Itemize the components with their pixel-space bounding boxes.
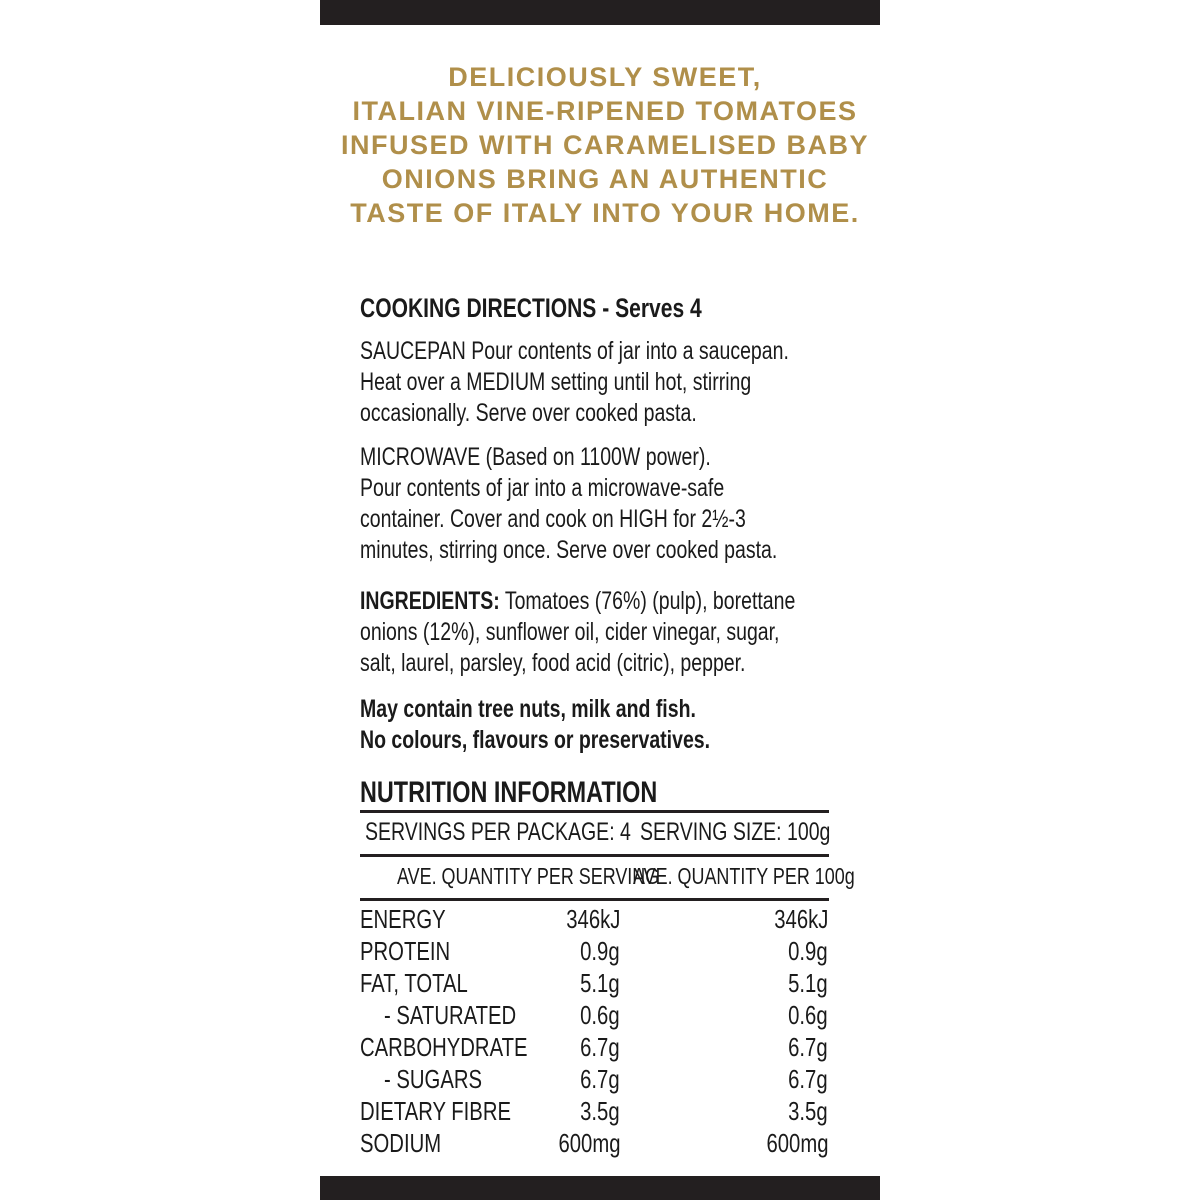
- ingredients-label: INGREDIENTS:: [360, 587, 500, 615]
- nutrient-label: - SUGARS: [384, 1064, 483, 1094]
- per-100g-value: 600mg: [765, 1128, 828, 1158]
- ingredients-text: Tomatoes (76%) (pulp), borettane: [499, 587, 796, 615]
- nutrient-label: SODIUM: [360, 1128, 442, 1158]
- per-serving-value: 0.6g: [580, 1000, 620, 1030]
- ingredients-first-line: [360, 586, 796, 617]
- nutrient-label: - SATURATED: [384, 1000, 517, 1030]
- column-header-per-100g-text: AVE. QUANTITY PER 100g: [633, 863, 855, 889]
- tagline-line: ONIONS BRING AN AUTHENTIC: [381, 164, 829, 194]
- nutrition-top-rule: [360, 810, 829, 813]
- ingredients-line: salt, laurel, parsley, food acid (citric), pepper.: [360, 649, 746, 677]
- column-header-per-100g: [633, 863, 917, 890]
- cooking-directions-heading: [360, 292, 840, 324]
- table-row: [360, 1128, 830, 1160]
- per-serving-value: 0.9g: [580, 936, 620, 966]
- microwave-line: container. Cover and cook on HIGH for 2½-3: [360, 505, 746, 533]
- saucepan-line: Heat over a MEDIUM setting until hot, stirring: [360, 368, 752, 396]
- top-dark-bar: [320, 0, 880, 25]
- servings-rule: [360, 854, 829, 857]
- table-row: [360, 936, 830, 968]
- allergen-line: No colours, flavours or preservatives.: [360, 726, 711, 754]
- tagline-line: DELICIOUSLY SWEET,: [448, 62, 762, 92]
- per-serving-value: 3.5g: [580, 1096, 620, 1126]
- column-header-rule: [360, 898, 829, 901]
- per-serving-value: 5.1g: [580, 968, 620, 998]
- per-serving-value: 346kJ: [565, 904, 620, 934]
- table-row: [360, 968, 830, 1000]
- table-row: [360, 1032, 830, 1064]
- microwave-line: Pour contents of jar into a microwave-safe: [360, 474, 725, 502]
- tagline: [330, 60, 880, 230]
- nutrition-heading: [360, 776, 840, 810]
- per-100g-value: 6.7g: [788, 1064, 828, 1094]
- per-100g-value: 0.6g: [788, 1000, 828, 1030]
- servings-per-package: SERVINGS PER PACKAGE: 4: [365, 818, 631, 846]
- serving-size: SERVING SIZE: 100g: [640, 818, 831, 846]
- allergen-statement: [360, 694, 840, 756]
- nutrient-label: ENERGY: [360, 904, 446, 934]
- nutrient-label: CARBOHYDRATE: [360, 1032, 528, 1062]
- per-100g-value: 6.7g: [788, 1032, 828, 1062]
- tagline-line: ITALIAN VINE-RIPENED TOMATOES: [352, 96, 858, 126]
- microwave-line: minutes, stirring once. Serve over cooked pasta.: [360, 536, 778, 564]
- per-100g-value: 346kJ: [773, 904, 828, 934]
- ingredients-line: onions (12%), sunflower oil, cider vinegar, sugar,: [360, 618, 780, 646]
- servings-line: [365, 818, 831, 850]
- per-serving-value: 600mg: [557, 1128, 620, 1158]
- saucepan-line: occasionally. Serve over cooked pasta.: [360, 399, 697, 427]
- per-100g-value: 5.1g: [788, 968, 828, 998]
- column-header-per-serving-text: AVE. QUANTITY PER SERVING: [397, 863, 660, 889]
- per-100g-value: 0.9g: [788, 936, 828, 966]
- saucepan-directions: [360, 336, 840, 429]
- nutrient-label: DIETARY FIBRE: [360, 1096, 512, 1126]
- cooking-directions-heading-text: COOKING DIRECTIONS - Serves 4: [360, 293, 702, 323]
- allergen-line: May contain tree nuts, milk and fish.: [360, 695, 696, 723]
- table-row: [360, 1064, 830, 1096]
- tagline-line: TASTE OF ITALY INTO YOUR HOME.: [350, 198, 860, 228]
- ingredients: [360, 586, 840, 679]
- table-row: [360, 1096, 830, 1128]
- nutrient-label: FAT, TOTAL: [360, 968, 468, 998]
- table-row: [360, 904, 830, 936]
- nutrition-heading-text: NUTRITION INFORMATION: [360, 776, 658, 809]
- bottom-dark-bar: [320, 1176, 880, 1200]
- saucepan-line: SAUCEPAN Pour contents of jar into a saucepan.: [360, 337, 789, 365]
- microwave-line: MICROWAVE (Based on 1100W power).: [360, 443, 711, 471]
- nutrient-label: PROTEIN: [360, 936, 451, 966]
- per-serving-value: 6.7g: [580, 1064, 620, 1094]
- microwave-directions: [360, 442, 840, 566]
- tagline-line: INFUSED WITH CARAMELISED BABY: [341, 130, 869, 160]
- per-serving-value: 6.7g: [580, 1032, 620, 1062]
- table-row: [360, 1000, 830, 1032]
- per-100g-value: 3.5g: [788, 1096, 828, 1126]
